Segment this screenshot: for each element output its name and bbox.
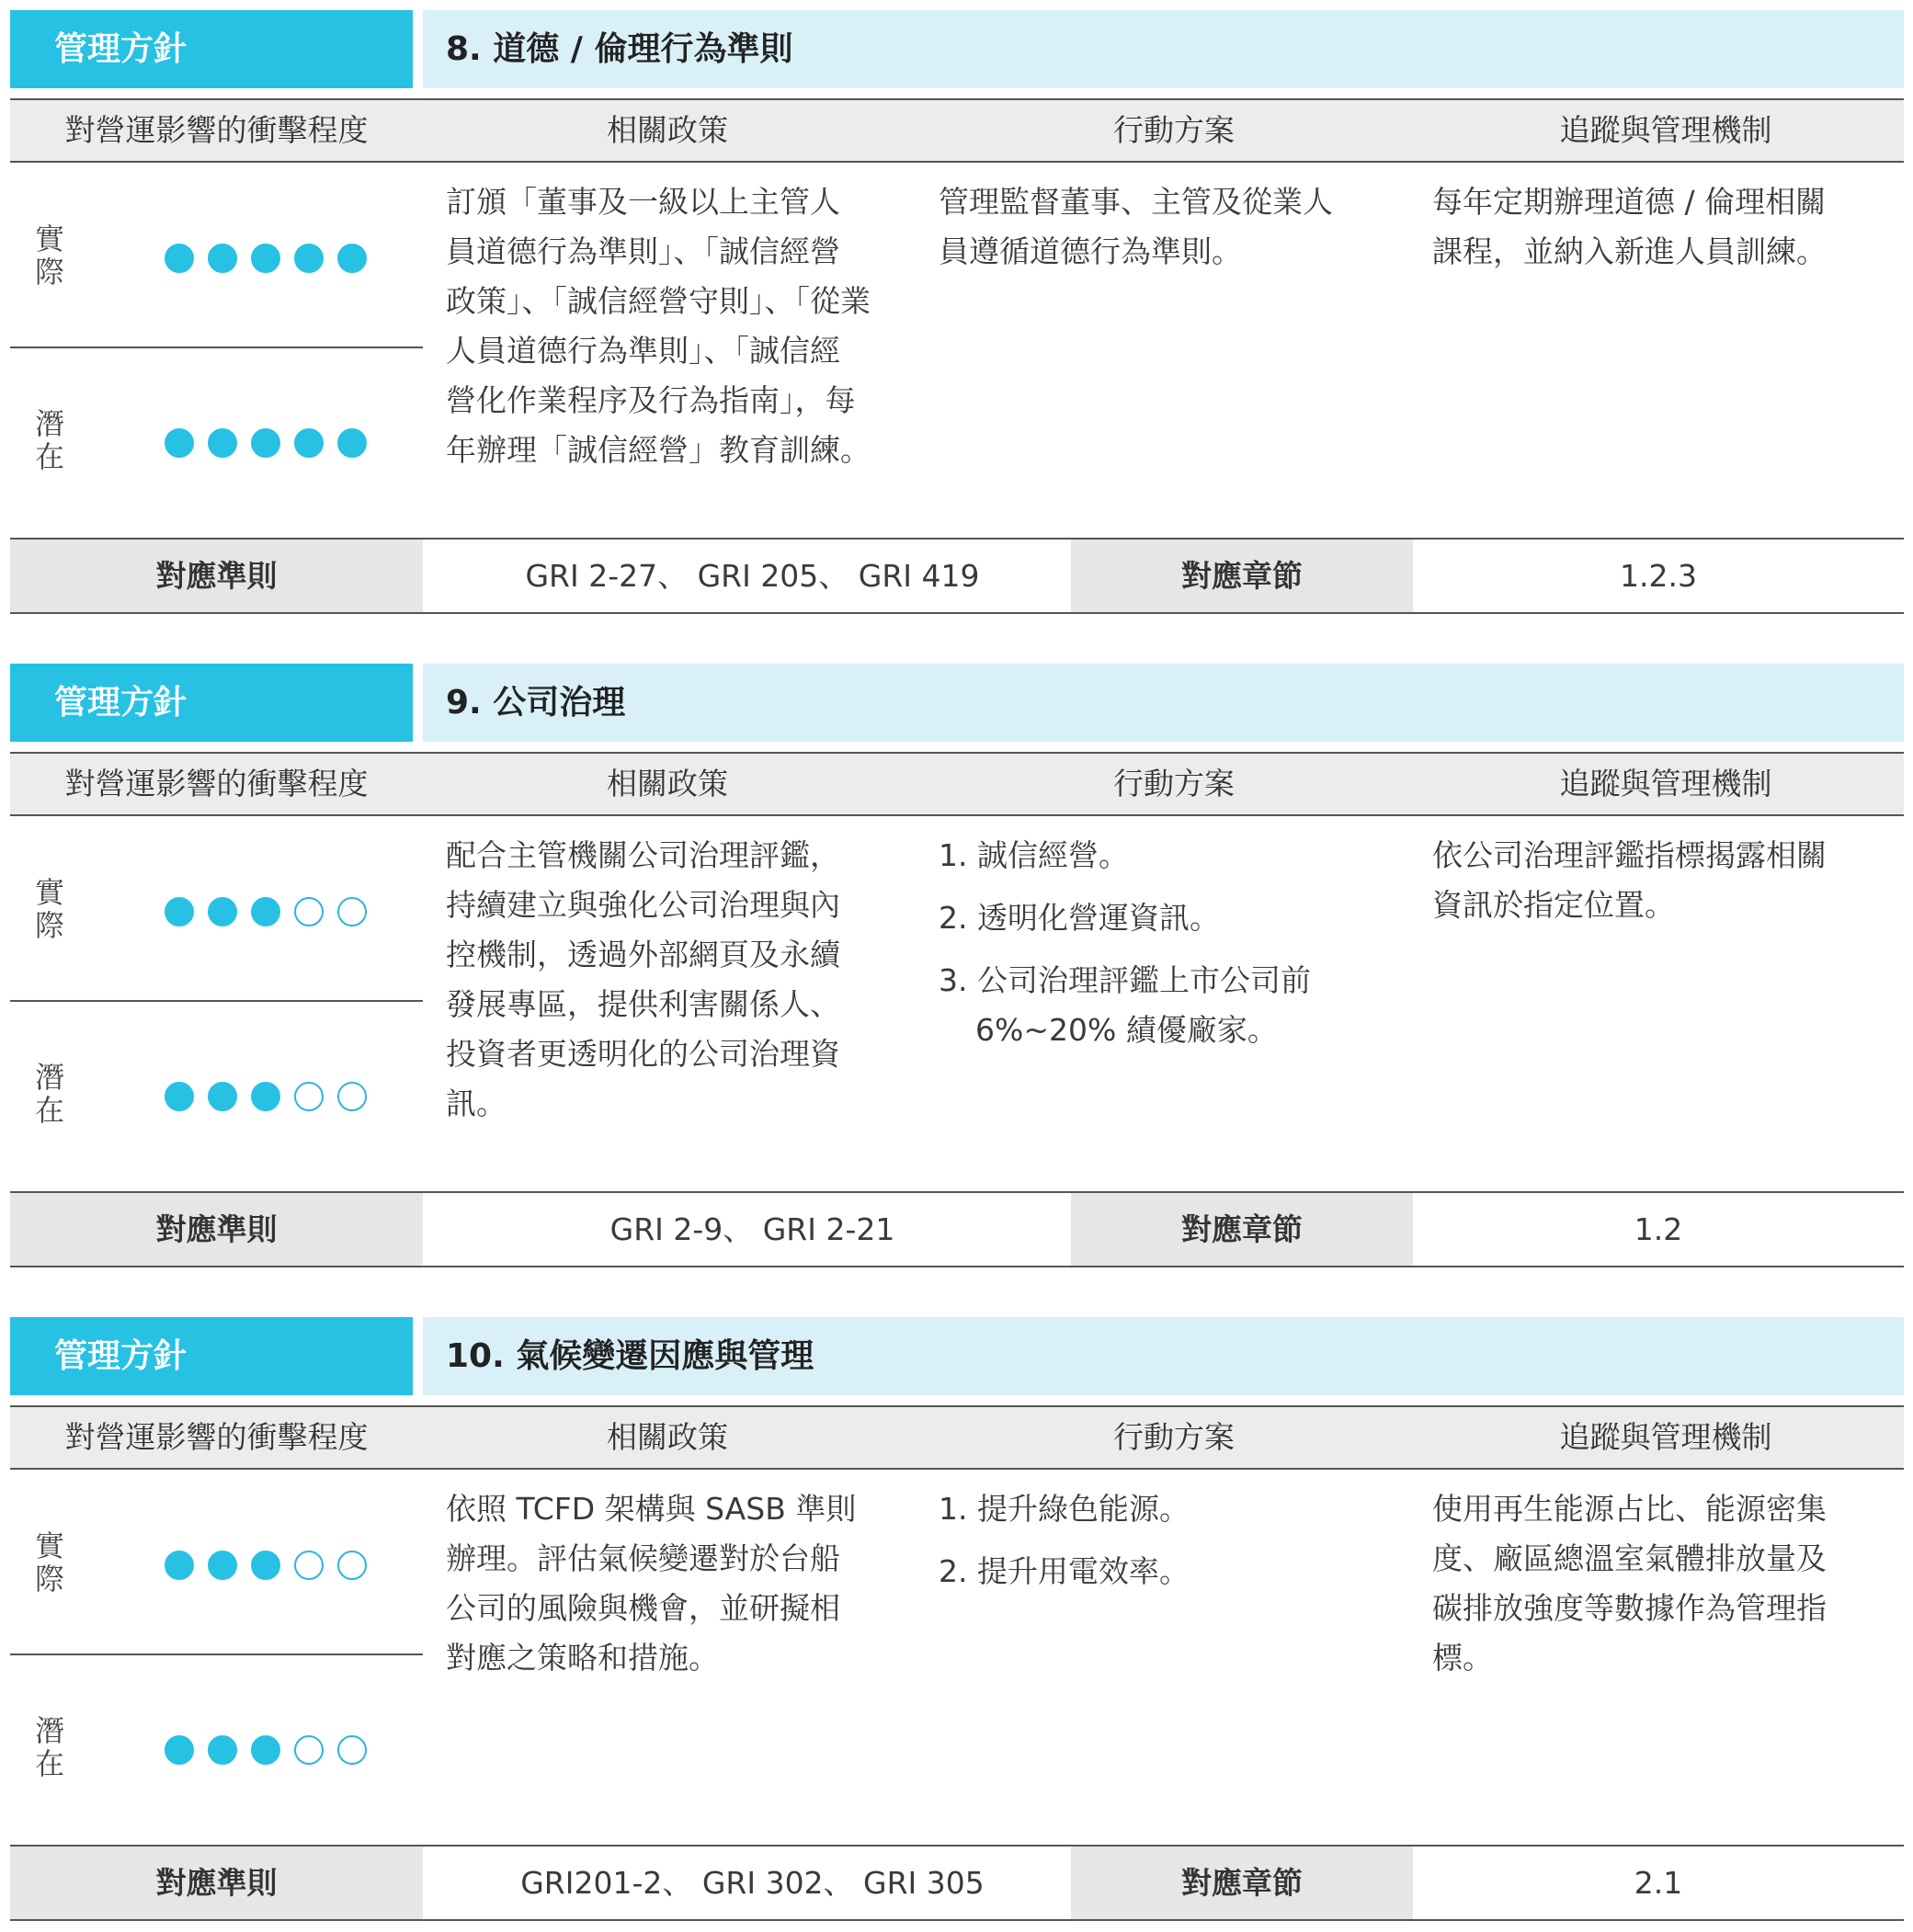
- filled-dot-icon: [208, 1551, 237, 1580]
- actual-rating: [165, 897, 367, 926]
- footer-chapter-value: 1.2.3: [1413, 540, 1904, 612]
- column-header-row: [10, 1405, 1904, 1470]
- row-divider: [10, 1654, 423, 1655]
- action-list: [939, 1484, 1417, 1597]
- section-title: 8. 道德 / 倫理行為準則: [423, 10, 1904, 88]
- footer-chapter-label: 對應章節: [1071, 1193, 1413, 1266]
- filled-dot-icon: [337, 428, 367, 458]
- row-divider: [10, 347, 423, 348]
- footer-chapter-label: 對應章節: [1071, 540, 1413, 612]
- section-label: 管理方針: [10, 1317, 413, 1395]
- filled-dot-icon: [208, 428, 237, 458]
- potential-label: 潛在: [34, 1060, 64, 1128]
- row-divider: [10, 1000, 423, 1002]
- text-line: 公司的風險與機會，並研擬相: [446, 1590, 840, 1626]
- footer-row: [10, 1191, 1904, 1267]
- actual-label: 實際: [34, 222, 64, 290]
- action-list: [939, 177, 1417, 277]
- action-item: 3. 公司治理評鑑上市公司前 6%~20% 績優廠家。: [939, 962, 1311, 1048]
- text-line: 每年定期辦理道德 / 倫理相關: [1432, 184, 1827, 220]
- header-impact: 對營運影響的衝擊程度: [64, 112, 369, 148]
- footer-standard-label: 對應準則: [10, 1847, 423, 1919]
- column-header-row: [10, 752, 1904, 816]
- text-line: 碳排放強度等數據作為管理指: [1432, 1590, 1827, 1626]
- filled-dot-icon: [294, 244, 324, 273]
- text-line: 使用再生能源占比、能源密集: [1432, 1491, 1827, 1527]
- filled-dot-icon: [208, 244, 237, 273]
- text-line: 辦理。評估氣候變遷對於台船: [446, 1540, 840, 1576]
- text-line: 員道德行為準則」、「誠信經營: [446, 233, 840, 269]
- actual-rating: [165, 1551, 367, 1580]
- filled-dot-icon: [208, 1735, 237, 1765]
- header-actions: 行動方案: [1113, 1419, 1235, 1455]
- filled-dot-icon: [165, 428, 194, 458]
- empty-dot-icon: [294, 897, 324, 926]
- text-line: 管理監督董事、主管及從業人: [939, 184, 1333, 220]
- header-policy: 相關政策: [607, 1419, 728, 1455]
- empty-dot-icon: [337, 1735, 367, 1765]
- empty-dot-icon: [337, 897, 367, 926]
- text-line: 對應之策略和措施。: [446, 1640, 719, 1676]
- section-title: 10. 氣候變遷因應與管理: [423, 1317, 1904, 1395]
- text-line: 員遵循道德行為準則。: [939, 233, 1242, 269]
- header-policy: 相關政策: [607, 112, 728, 148]
- text-line: 訊。: [446, 1085, 507, 1121]
- text-line: 依照 TCFD 架構與 SASB 準則: [446, 1491, 857, 1527]
- footer-chapter-value: 1.2: [1413, 1193, 1904, 1266]
- filled-dot-icon: [165, 1551, 194, 1580]
- text-line: 課程，並納入新進人員訓練。: [1432, 233, 1827, 269]
- header-policy: 相關政策: [607, 766, 728, 801]
- column-header-row: [10, 98, 1904, 163]
- filled-dot-icon: [251, 1082, 280, 1111]
- filled-dot-icon: [165, 244, 194, 273]
- filled-dot-icon: [251, 244, 280, 273]
- text-line: 政策」、「誠信經營守則」、「從業: [446, 283, 871, 319]
- section-ethics: [10, 10, 1904, 614]
- text-line: 標。: [1432, 1640, 1493, 1676]
- footer-standard-value: GRI 2-27、 GRI 205、 GRI 419: [423, 540, 1082, 612]
- header-actions: 行動方案: [1113, 766, 1235, 801]
- footer-standard-value: GRI201-2、 GRI 302、 GRI 305: [423, 1847, 1082, 1919]
- header-tracking: 追蹤與管理機制: [1559, 112, 1772, 148]
- header-tracking: 追蹤與管理機制: [1559, 766, 1772, 801]
- section-label: 管理方針: [10, 664, 413, 742]
- filled-dot-icon: [251, 1551, 280, 1580]
- footer-standard-label: 對應準則: [10, 540, 423, 612]
- potential-label: 潛在: [34, 1713, 64, 1781]
- empty-dot-icon: [337, 1551, 367, 1580]
- action-item: 2. 提升用電效率。: [939, 1553, 1190, 1589]
- text-line: 訂頒「董事及一級以上主管人: [446, 184, 840, 220]
- header-actions: 行動方案: [1113, 112, 1235, 148]
- section-label: 管理方針: [10, 10, 413, 88]
- filled-dot-icon: [251, 428, 280, 458]
- tracking-text: [1432, 177, 1901, 277]
- empty-dot-icon: [294, 1082, 324, 1111]
- text-line: 發展專區，提供利害關係人、: [446, 986, 840, 1022]
- header-tracking: 追蹤與管理機制: [1559, 1419, 1772, 1455]
- policy-text: [446, 1484, 924, 1683]
- action-item: 2. 透明化營運資訊。: [939, 900, 1220, 936]
- actual-rating: [165, 244, 367, 273]
- filled-dot-icon: [337, 244, 367, 273]
- text-line: 度、廠區總溫室氣體排放量及: [1432, 1540, 1827, 1576]
- action-item: 1. 提升綠色能源。: [939, 1491, 1190, 1527]
- policy-text: [446, 831, 924, 1129]
- header-impact: 對營運影響的衝擊程度: [64, 1419, 369, 1455]
- tracking-text: [1432, 1484, 1901, 1683]
- potential-rating: [165, 1735, 367, 1765]
- text-line: 人員道德行為準則」、「誠信經: [446, 333, 840, 369]
- action-item: 1. 誠信經營。: [939, 837, 1129, 873]
- filled-dot-icon: [251, 897, 280, 926]
- empty-dot-icon: [294, 1735, 324, 1765]
- empty-dot-icon: [294, 1551, 324, 1580]
- actual-label: 實際: [34, 1529, 64, 1597]
- potential-rating: [165, 1082, 367, 1111]
- section-title: 9. 公司治理: [423, 664, 1904, 742]
- text-line: 配合主管機關公司治理評鑑，: [446, 837, 840, 873]
- text-line: 依公司治理評鑑指標揭露相關: [1432, 837, 1827, 873]
- footer-chapter-value: 2.1: [1413, 1847, 1904, 1919]
- filled-dot-icon: [165, 1082, 194, 1111]
- footer-chapter-label: 對應章節: [1071, 1847, 1413, 1919]
- filled-dot-icon: [165, 897, 194, 926]
- footer-standard-value: GRI 2-9、 GRI 2-21: [423, 1193, 1082, 1266]
- filled-dot-icon: [251, 1735, 280, 1765]
- section-corporate-governance: [10, 664, 1904, 1267]
- footer-row: [10, 538, 1904, 614]
- empty-dot-icon: [337, 1082, 367, 1111]
- action-list: [939, 831, 1417, 1055]
- filled-dot-icon: [208, 897, 237, 926]
- header-impact: 對營運影響的衝擊程度: [64, 766, 369, 801]
- tracking-text: [1432, 831, 1901, 930]
- footer-standard-label: 對應準則: [10, 1193, 423, 1266]
- potential-label: 潛在: [34, 406, 64, 474]
- text-line: 持續建立與強化公司治理與內: [446, 887, 840, 923]
- section-climate-change: [10, 1317, 1904, 1921]
- text-line: 投資者更透明化的公司治理資: [446, 1036, 840, 1072]
- text-line: 營化作業程序及行為指南」，每: [446, 382, 856, 418]
- filled-dot-icon: [165, 1735, 194, 1765]
- text-line: 年辦理「誠信經營」教育訓練。: [446, 432, 871, 468]
- potential-rating: [165, 428, 367, 458]
- filled-dot-icon: [208, 1082, 237, 1111]
- policy-text: [446, 177, 924, 475]
- actual-label: 實際: [34, 875, 64, 943]
- footer-row: [10, 1845, 1904, 1921]
- text-line: 資訊於指定位置。: [1432, 887, 1675, 923]
- text-line: 控機制，透過外部網頁及永續: [446, 937, 840, 972]
- filled-dot-icon: [294, 428, 324, 458]
